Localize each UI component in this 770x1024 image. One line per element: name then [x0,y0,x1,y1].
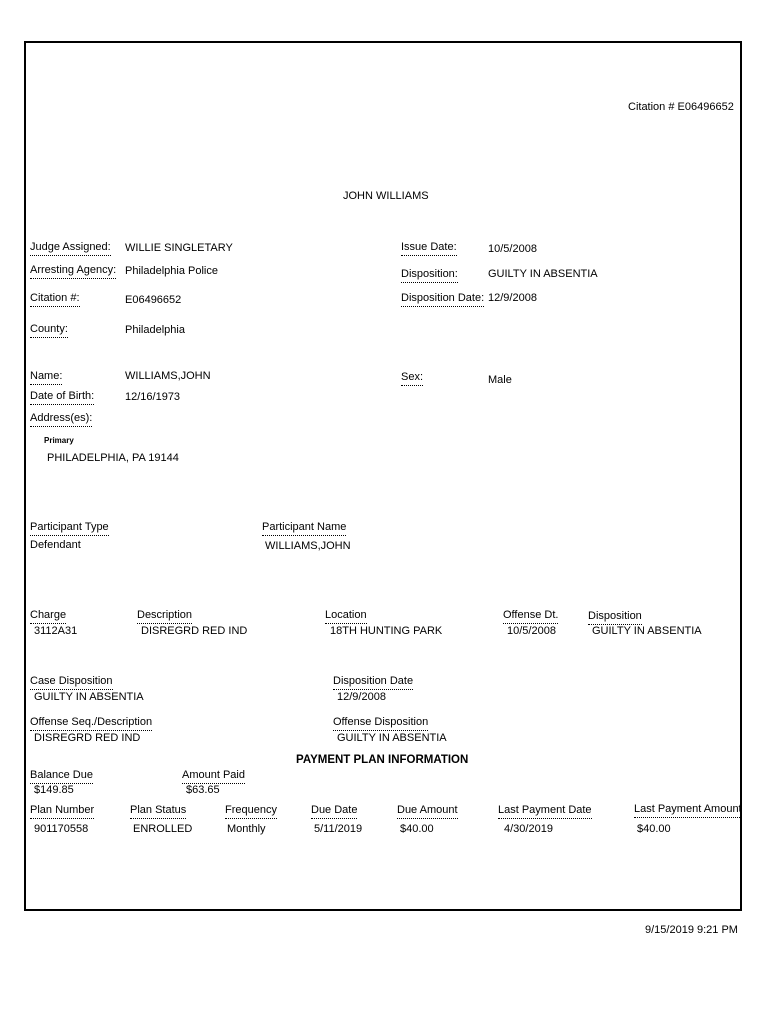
description-value: DISREGRD RED IND [141,625,248,637]
case-disposition-date-label: Disposition Date [333,675,413,690]
disposition-date-label: Disposition Date: [401,292,484,307]
due-amount-value: $40.00 [400,823,434,835]
last-payment-date-label: Last Payment Date [498,804,592,819]
arresting-agency-value: Philadelphia Police [125,265,218,277]
charge-disposition-label: Disposition [588,610,642,625]
description-label: Description [137,609,192,624]
offense-seq-label: Offense Seq./Description [30,716,152,731]
offense-date-value: 10/5/2008 [507,625,556,637]
judge-assigned-value: WILLIE SINGLETARY [125,242,233,254]
disposition-date-value: 12/9/2008 [488,292,537,304]
defendant-title: JOHN WILLIAMS [343,190,429,202]
sex-label: Sex: [401,371,423,386]
last-payment-amount-value: $40.00 [637,823,671,835]
disposition-label: Disposition: [401,268,458,283]
participant-type-value: Defendant [30,539,81,551]
plan-status-value: ENROLLED [133,823,193,835]
due-date-value: 5/11/2019 [314,823,363,835]
plan-number-value: 901170558 [34,823,89,835]
dob-label: Date of Birth: [30,390,94,405]
name-value: WILLIAMS,JOHN [125,370,211,382]
balance-due-value: $149.85 [34,784,74,796]
offense-disposition-label: Offense Disposition [333,716,428,731]
due-date-label: Due Date [311,804,357,819]
arresting-agency-label: Arresting Agency: [30,264,116,279]
participant-name-label: Participant Name [262,521,346,536]
primary-address-label: Primary [44,436,74,445]
charge-value: 3112A31 [34,625,78,637]
citation-number-label: Citation #: [30,292,80,307]
participant-type-label: Participant Type [30,521,109,536]
addresses-label: Address(es): [30,412,92,427]
payment-plan-heading: PAYMENT PLAN INFORMATION [296,754,469,766]
citation-number-value: E06496652 [125,294,182,306]
offense-disposition-value: GUILTY IN ABSENTIA [337,732,447,744]
frequency-value: Monthly [227,823,266,835]
charge-disposition-value: GUILTY IN ABSENTIA [592,625,702,637]
address-value: PHILADELPHIA, PA 19144 [47,452,179,464]
last-payment-date-value: 4/30/2019 [504,823,553,835]
balance-due-label: Balance Due [30,769,93,784]
disposition-value: GUILTY IN ABSENTIA [488,268,598,280]
county-label: County: [30,323,68,338]
citation-header: Citation # E06496652 [628,101,734,113]
due-amount-label: Due Amount [397,804,458,819]
frequency-label: Frequency [225,804,277,819]
charge-label: Charge [30,609,66,624]
offense-seq-value: DISREGRD RED IND [34,732,141,744]
participant-name-value: WILLIAMS,JOHN [265,540,351,552]
judge-assigned-label: Judge Assigned: [30,241,111,256]
location-value: 18TH HUNTING PARK [330,625,443,637]
amount-paid-value: $63.65 [186,784,220,796]
plan-number-label: Plan Number [30,804,94,819]
location-label: Location [325,609,367,624]
document-frame [24,41,742,911]
issue-date-value: 10/5/2008 [488,243,537,255]
issue-date-label: Issue Date: [401,241,457,256]
case-disposition-date-value: 12/9/2008 [337,691,386,703]
dob-value: 12/16/1973 [125,391,181,403]
sex-value: Male [488,374,512,386]
name-label: Name: [30,370,62,385]
printed-timestamp: 9/15/2019 9:21 PM [645,924,738,936]
case-disposition-value: GUILTY IN ABSENTIA [34,691,144,703]
amount-paid-label: Amount Paid [182,769,245,784]
last-payment-amount-label: Last Payment Amount [634,803,742,818]
offense-date-label: Offense Dt. [503,609,558,624]
county-value: Philadelphia [125,324,185,336]
case-disposition-label: Case Disposition [30,675,113,690]
plan-status-label: Plan Status [130,804,186,819]
